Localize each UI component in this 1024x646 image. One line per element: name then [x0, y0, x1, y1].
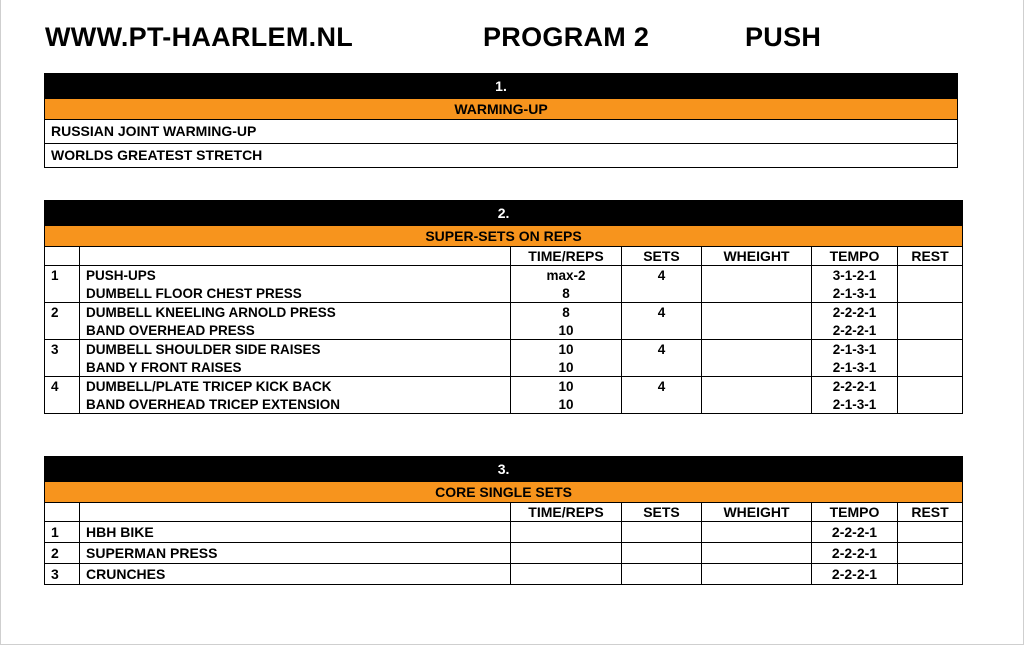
group-sets: 4 — [622, 266, 702, 285]
table-row — [45, 284, 963, 303]
row-number: 1 — [45, 522, 80, 543]
column-header-row — [45, 503, 963, 522]
table-row — [45, 120, 958, 144]
weight-cell — [702, 377, 812, 396]
section-title: SUPER-SETS ON REPS — [45, 226, 963, 247]
table-row — [45, 543, 963, 564]
exercise-reps: 10 — [511, 340, 622, 359]
exercise-tempo: 2-2-2-1 — [812, 377, 898, 396]
core-sets-table — [44, 456, 963, 585]
header-exercise — [80, 247, 511, 266]
exercise-tempo: 2-2-2-1 — [812, 564, 898, 585]
header-sets: SETS — [622, 247, 702, 266]
supersets-table — [44, 200, 963, 414]
group-sets: 4 — [622, 303, 702, 322]
header-rest: REST — [898, 503, 963, 522]
row-number: 3 — [45, 564, 80, 585]
group-number: 3 — [45, 340, 80, 359]
group-number: 2 — [45, 303, 80, 322]
header-num — [45, 247, 80, 266]
exercise-name: DUMBELL KNEELING ARNOLD PRESS — [80, 303, 511, 322]
exercise-name: BAND OVERHEAD PRESS — [80, 321, 511, 340]
exercise-name: SUPERMAN PRESS — [80, 543, 511, 564]
exercise-name: DUMBELL/PLATE TRICEP KICK BACK — [80, 377, 511, 396]
exercise-tempo: 2-2-2-1 — [812, 543, 898, 564]
rest-cell — [898, 266, 963, 285]
exercise-name: DUMBELL SHOULDER SIDE RAISES — [80, 340, 511, 359]
exercise-tempo: 2-2-2-1 — [812, 522, 898, 543]
exercise-name: CRUNCHES — [80, 564, 511, 585]
exercise-reps: 10 — [511, 321, 622, 340]
header-sets: SETS — [622, 503, 702, 522]
exercise-tempo: 2-1-3-1 — [812, 395, 898, 414]
exercise-name: WORLDS GREATEST STRETCH — [45, 144, 958, 168]
header-tempo: TEMPO — [812, 247, 898, 266]
exercise-reps: 8 — [511, 303, 622, 322]
table-row — [45, 522, 963, 543]
exercise-tempo: 2-2-2-1 — [812, 303, 898, 322]
exercise-name: HBH BIKE — [80, 522, 511, 543]
rest-cell — [898, 303, 963, 322]
rest-cell — [898, 340, 963, 359]
group-number: 1 — [45, 266, 80, 285]
header-time-reps: TIME/REPS — [511, 503, 622, 522]
exercise-name: PUSH-UPS — [80, 266, 511, 285]
table-row — [45, 321, 963, 340]
weight-cell — [702, 266, 812, 285]
exercise-name: BAND Y FRONT RAISES — [80, 358, 511, 377]
exercise-tempo: 3-1-2-1 — [812, 266, 898, 285]
table-row — [45, 303, 963, 322]
exercise-reps: 8 — [511, 284, 622, 303]
column-header-row — [45, 247, 963, 266]
table-row — [45, 144, 958, 168]
table-row — [45, 395, 963, 414]
header-exercise — [80, 503, 511, 522]
exercise-tempo: 2-1-3-1 — [812, 284, 898, 303]
rest-cell — [898, 377, 963, 396]
exercise-name: RUSSIAN JOINT WARMING-UP — [45, 120, 958, 144]
table-row — [45, 340, 963, 359]
exercise-name: BAND OVERHEAD TRICEP EXTENSION — [80, 395, 511, 414]
weight-cell — [702, 340, 812, 359]
section-number: 2. — [45, 201, 963, 226]
group-sets: 4 — [622, 377, 702, 396]
group-sets: 4 — [622, 340, 702, 359]
exercise-reps: max-2 — [511, 266, 622, 285]
exercise-name: DUMBELL FLOOR CHEST PRESS — [80, 284, 511, 303]
exercise-tempo: 2-1-3-1 — [812, 340, 898, 359]
section-number: 1. — [45, 74, 958, 99]
section-title: CORE SINGLE SETS — [45, 482, 963, 503]
row-number: 2 — [45, 543, 80, 564]
site-url: WWW.PT-HAARLEM.NL — [45, 22, 354, 52]
program-title: PROGRAM 2 — [483, 22, 650, 52]
exercise-tempo: 2-1-3-1 — [812, 358, 898, 377]
header-weight: WHEIGHT — [702, 247, 812, 266]
exercise-tempo: 2-2-2-1 — [812, 321, 898, 340]
page-header — [45, 22, 945, 58]
header-num — [45, 503, 80, 522]
table-row — [45, 266, 963, 285]
table-row — [45, 358, 963, 377]
table-row — [45, 564, 963, 585]
group-number: 4 — [45, 377, 80, 396]
weight-cell — [702, 303, 812, 322]
section-number: 3. — [45, 457, 963, 482]
section-title: WARMING-UP — [45, 99, 958, 120]
header-weight: WHEIGHT — [702, 503, 812, 522]
program-type: PUSH — [745, 22, 822, 52]
exercise-reps: 10 — [511, 395, 622, 414]
header-rest: REST — [898, 247, 963, 266]
exercise-reps: 10 — [511, 358, 622, 377]
header-time-reps: TIME/REPS — [511, 247, 622, 266]
exercise-reps: 10 — [511, 377, 622, 396]
warmup-table — [44, 73, 958, 168]
table-row — [45, 377, 963, 396]
header-tempo: TEMPO — [812, 503, 898, 522]
